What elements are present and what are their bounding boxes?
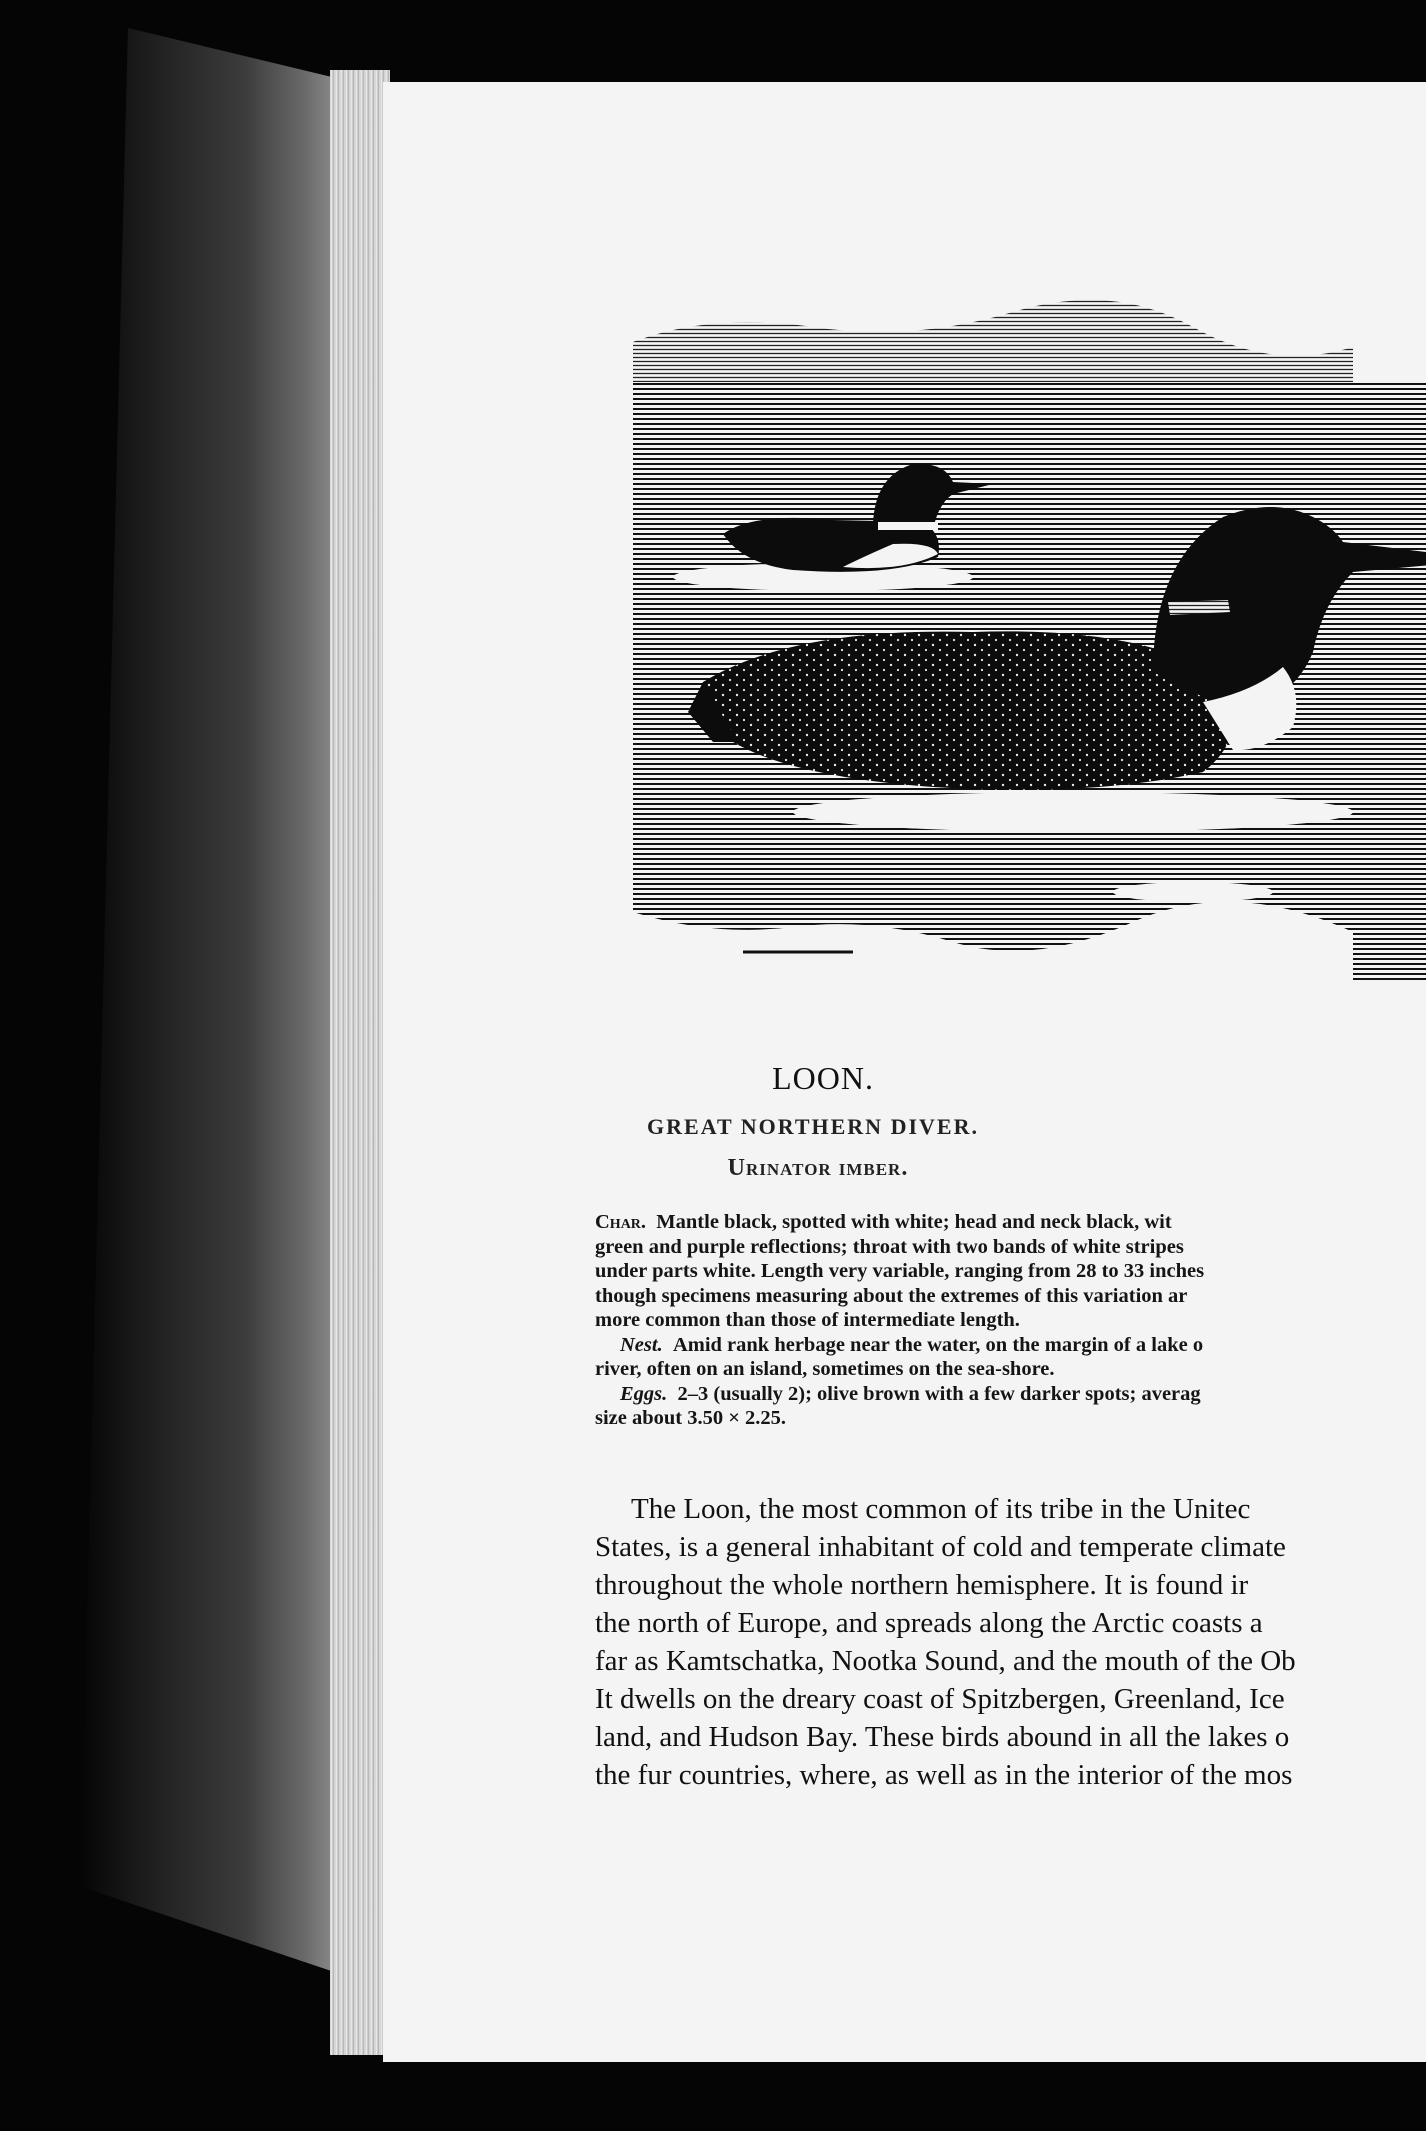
body-line: throughout the whole northern hemisphere. It is found ir: [595, 1569, 1249, 1601]
char-line: though specimens measuring about the extremes of this variation ar: [595, 1284, 1188, 1307]
char-line: green and purple reflections; throat with two bands of white stripes: [595, 1235, 1184, 1258]
body-paragraph: [595, 1490, 1426, 1794]
nest-line: river, often on an island, sometimes on the sea-shore.: [595, 1358, 1055, 1380]
nest-line: Nest. Amid rank herbage near the water, on the margin of a lake o: [620, 1333, 1204, 1356]
eggs-label: Eggs.: [620, 1382, 668, 1405]
eggs-line: Eggs. 2–3 (usually 2); olive brown with a few darker spots; averag: [620, 1382, 1201, 1405]
species-scientific-name: Urinator imber.: [727, 1155, 909, 1181]
body-line: States, is a general inhabitant of cold and temperate climate: [595, 1531, 1286, 1563]
char-label: Char.: [595, 1211, 647, 1233]
char-line: more common than those of intermediate length.: [595, 1309, 1020, 1331]
eggs-line: size about 3.50 × 2.25.: [595, 1407, 787, 1429]
body-line: the fur countries, where, as well as in the interior of the mos: [595, 1759, 1293, 1791]
page-edges: [330, 70, 390, 2055]
body-line: the north of Europe, and spreads along the Arctic coasts a: [595, 1607, 1263, 1639]
char-line: under parts white. Length very variable, ranging from 28 to 33 inches: [595, 1260, 1205, 1282]
body-line: It dwells on the dreary coast of Spitzbergen, Greenland, Ice: [595, 1683, 1285, 1715]
species-description: [595, 1210, 1426, 1431]
body-line: The Loon, the most common of its tribe in the Unitec: [631, 1493, 1251, 1525]
body-line: land, and Hudson Bay. These birds abound in all the lakes o: [595, 1721, 1290, 1753]
book-page: [383, 82, 1426, 2062]
loon-engraving: [593, 272, 1426, 992]
nest-label: Nest.: [620, 1333, 663, 1356]
char-line: Char. Mantle black, spotted with white; head and neck black, wit: [595, 1211, 1172, 1233]
body-line: far as Kamtschatka, Nootka Sound, and the mouth of the Ob: [595, 1645, 1296, 1677]
species-common-name: GREAT NORTHERN DIVER.: [647, 1114, 979, 1139]
species-title: LOON.: [772, 1060, 874, 1096]
